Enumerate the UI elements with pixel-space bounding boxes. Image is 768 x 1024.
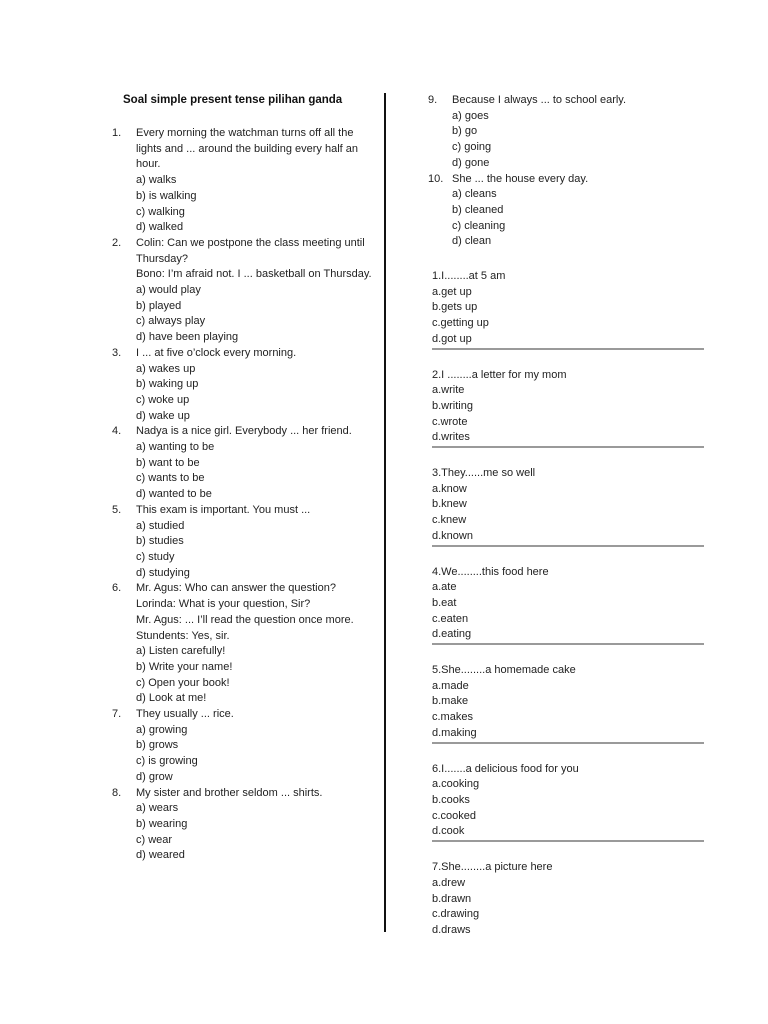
short-answer-option[interactable]: c.wrote [432,415,468,428]
short-answer-option[interactable]: b.knew [432,498,467,511]
answer-option[interactable]: d) grow [136,770,173,783]
answer-option[interactable]: d) gone [452,156,490,169]
short-question-text: 4.We........this food here [432,565,549,578]
answer-option[interactable]: b) is walking [136,189,197,202]
short-answer-option[interactable]: d.writes [432,431,470,444]
question-number: 8. [112,786,122,799]
short-question-text: 7.She........a picture here [432,861,553,874]
question-text: She ... the house every day. [452,172,589,185]
short-answer-option[interactable]: d.known [432,529,473,542]
answer-option[interactable]: a) Listen carefully! [136,645,226,658]
right-question-list [428,93,708,250]
answer-option[interactable]: b) waking up [136,378,199,391]
answer-option[interactable]: c) walking [136,205,185,218]
answer-option[interactable]: a) wears [136,802,179,815]
question-number: 3. [112,346,122,359]
left-question-list [112,126,372,864]
answer-option[interactable]: a) goes [452,109,489,122]
question-row [112,786,372,802]
answer-option[interactable]: a) wanting to be [136,441,215,454]
answer-option[interactable]: a) walks [136,174,177,187]
short-answer-option[interactable]: c.eaten [432,612,469,625]
question-item [112,503,372,582]
short-answer-option[interactable]: a.get up [432,285,472,298]
short-question-item [432,466,704,547]
short-answer-option[interactable]: c.drawing [432,908,480,921]
question-text: Colin: Can we postpone the class meeting until Thursday? Bono: I’m afraid not. I ... basketball on Thursday. [136,236,372,281]
short-question-text: 3.They......me so well [432,467,536,480]
short-answer-option[interactable]: b.cooks [432,793,470,806]
short-answer-option[interactable]: b.eat [432,596,457,609]
question-number: 2. [112,236,122,249]
item-separator-line [432,446,704,448]
short-answer-option[interactable]: a.know [432,482,467,495]
question-row [112,346,372,362]
item-separator-line [432,643,704,645]
short-question-item [432,368,704,449]
short-question-text: 6.I.......a delicious food for you [432,762,579,775]
answer-option[interactable]: d) weared [136,849,185,862]
answer-option[interactable]: b) Write your name! [136,660,233,673]
question-text: Nadya is a nice girl. Everybody ... her friend. [136,425,352,438]
answer-option[interactable]: c) Open your book! [136,676,230,689]
question-text: Because I always ... to school early. [452,94,627,106]
answer-option[interactable]: c) woke up [136,393,190,406]
answer-option[interactable]: c) always play [136,315,206,328]
item-separator-line [432,348,704,350]
answer-option[interactable]: d) walked [136,221,184,234]
question-text: This exam is important. You must ... [136,503,311,516]
item-separator-line [432,545,704,547]
short-question-text: 5.She........a homemade cake [432,664,576,677]
question-item [112,126,372,236]
answer-option[interactable]: b) played [136,299,182,312]
short-answer-option[interactable]: d.making [432,726,477,739]
short-answer-option[interactable]: a.ate [432,581,457,594]
question-number: 10. [428,172,444,185]
short-question-item [432,762,704,843]
question-text: My sister and brother seldom ... shirts. [136,786,323,799]
short-answer-option[interactable]: a.cooking [432,778,480,791]
answer-option[interactable]: b) studies [136,535,184,548]
short-answer-option[interactable]: c.getting up [432,317,489,330]
question-item [428,93,708,172]
question-text: I ... at five o’clock every morning. [136,346,297,359]
question-text: They usually ... rice. [136,708,234,721]
short-question-item [432,860,704,939]
answer-option[interactable]: d) studying [136,566,190,579]
answer-option[interactable]: b) wearing [136,817,188,830]
answer-option[interactable]: b) want to be [136,456,200,469]
question-number: 4. [112,425,122,438]
question-number: 6. [112,582,122,595]
question-item [112,786,372,865]
answer-option[interactable]: a) cleans [452,188,497,201]
short-answer-option[interactable]: d.cook [432,825,465,838]
answer-option[interactable]: a) studied [136,519,185,532]
answer-option[interactable]: d) wanted to be [136,488,212,501]
question-row [428,93,708,109]
answer-option[interactable]: b) cleaned [452,203,504,216]
question-item [112,707,372,786]
question-row [112,424,372,440]
question-row [428,172,708,188]
short-question-text: 2.I ........a letter for my mom [432,368,567,381]
question-item [428,172,708,251]
question-number: 5. [112,503,122,516]
question-number: 1. [112,127,122,139]
short-answer-option[interactable]: c.cooked [432,809,477,822]
short-answer-option[interactable]: b.make [432,695,469,708]
question-number: 7. [112,708,122,721]
question-item [112,581,372,707]
answer-option[interactable]: c) is growing [136,755,198,768]
short-answer-option[interactable]: a.made [432,679,469,692]
answer-option[interactable]: c) wear [136,833,173,846]
column-divider [384,93,386,932]
question-row [112,707,372,723]
answer-option[interactable]: a) growing [136,723,188,736]
short-answer-option[interactable]: d.got up [432,332,472,345]
item-separator-line [432,840,704,842]
question-row [112,581,372,644]
short-answer-option[interactable]: b.drawn [432,892,472,905]
short-question-list [432,269,704,957]
question-row [112,126,372,173]
question-text: Every morning the watchman turns off all the lights and ... around the building every half an hour. [136,127,358,171]
question-text: Mr. Agus: Who can answer the question? Lorinda: What is your question, Sir? Mr. Agus: ... I’ll read the question once more. Stundents: Yes, sir. [136,582,354,642]
answer-option[interactable]: c) wants to be [136,472,205,485]
short-answer-option[interactable]: d.draws [432,923,471,936]
answer-option[interactable]: d) clean [452,235,492,248]
short-answer-option[interactable]: c.makes [432,711,473,724]
answer-option[interactable]: d) have been playing [136,331,239,344]
answer-option[interactable]: b) go [452,125,478,138]
answer-option[interactable]: d) wake up [136,409,190,422]
answer-option[interactable]: a) would play [136,284,201,297]
short-answer-option[interactable]: a.write [432,384,465,397]
answer-option[interactable]: c) cleaning [452,219,506,232]
answer-option[interactable]: c) study [136,550,175,563]
question-item [112,346,372,425]
short-answer-option[interactable]: b.gets up [432,301,478,314]
short-answer-option[interactable]: a.drew [432,876,466,889]
worksheet-title: Soal simple present tense pilihan ganda [123,94,343,106]
question-number: 9. [428,94,438,106]
question-item [112,236,372,346]
answer-option[interactable]: d) Look at me! [136,692,207,705]
answer-option[interactable]: b) grows [136,739,179,752]
answer-option[interactable]: a) wakes up [136,362,196,375]
short-answer-option[interactable]: b.writing [432,399,473,412]
short-question-text: 1.I........at 5 am [432,270,506,282]
short-question-item [432,565,704,646]
answer-option[interactable]: c) going [452,141,492,154]
short-answer-option[interactable]: d.eating [432,628,472,641]
short-answer-option[interactable]: c.knew [432,514,467,527]
question-row [112,503,372,519]
question-item [112,424,372,503]
short-question-item [432,663,704,744]
question-row [112,236,372,283]
short-question-item [432,269,704,350]
item-separator-line [432,742,704,744]
